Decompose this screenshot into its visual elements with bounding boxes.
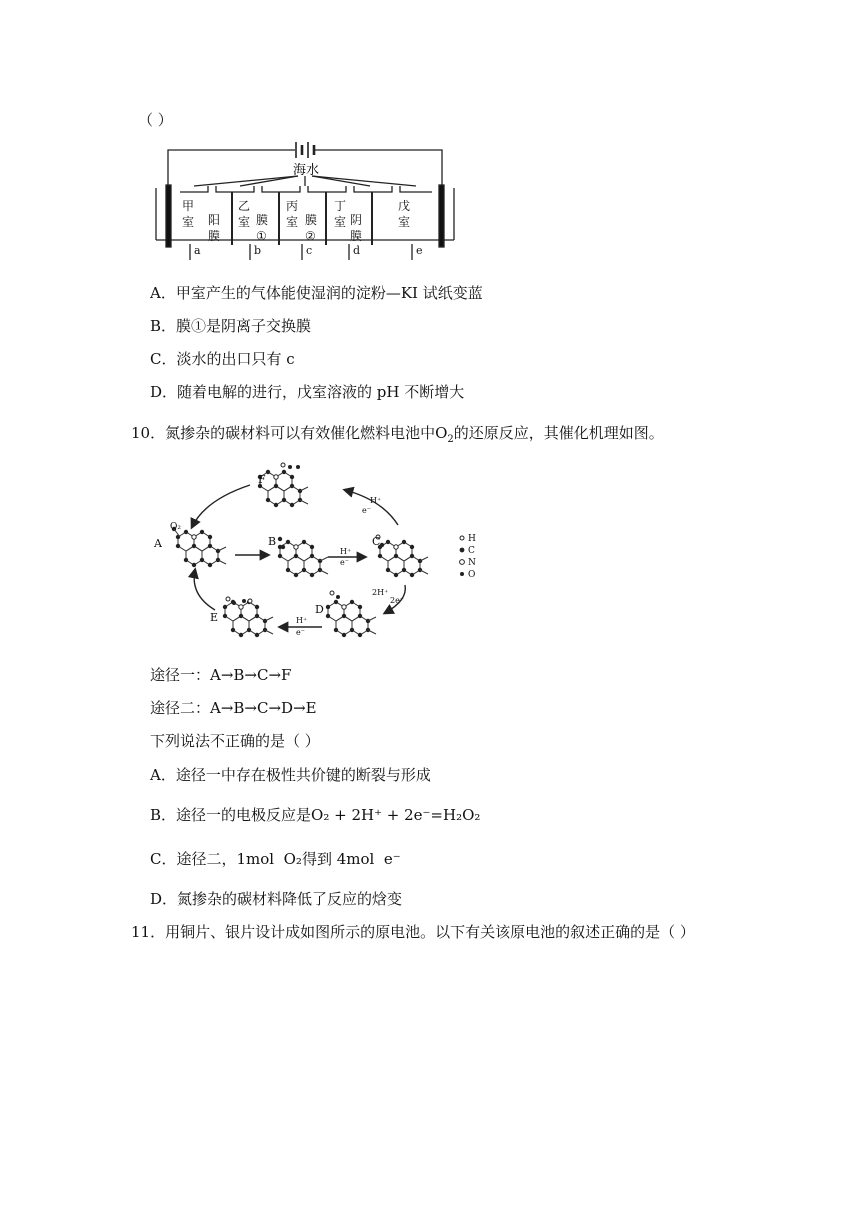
q10-prompt: 下列说法不正确的是（ ） <box>150 732 320 750</box>
q9-electrodialysis-figure <box>150 140 460 275</box>
svg-text:C: C <box>372 535 381 548</box>
q10-path-one: 途径一：A→B→C→F <box>150 666 292 684</box>
svg-text:甲: 甲 <box>182 199 195 213</box>
q9-option-c: C．淡水的出口只有 c <box>150 350 295 368</box>
q9-answer-bracket: （ ） <box>138 111 173 129</box>
svg-text:B: B <box>268 535 277 548</box>
q11-stem: 11．用铜片、银片设计成如图所示的原电池。以下有关该原电池的叙述正确的是（ ） <box>131 923 695 941</box>
svg-text:H⁺: H⁺ <box>370 496 382 505</box>
q10-option-d: D．氮掺杂的碳材料降低了反应的焓变 <box>150 890 403 908</box>
svg-text:b: b <box>254 244 262 257</box>
svg-text:室: 室 <box>182 215 195 229</box>
svg-text:室: 室 <box>334 215 347 229</box>
svg-text:膜: 膜 <box>350 229 363 243</box>
svg-text:H: H <box>468 534 476 544</box>
svg-text:戊: 戊 <box>398 199 411 213</box>
svg-text:H⁺: H⁺ <box>296 616 308 625</box>
q10-mechanism-figure <box>150 455 490 650</box>
svg-text:e⁻: e⁻ <box>340 558 349 567</box>
sea-water-label: 海水 <box>293 163 320 178</box>
svg-text:丁: 丁 <box>334 199 347 213</box>
svg-text:e: e <box>416 244 423 257</box>
svg-text:2e⁻: 2e⁻ <box>390 596 405 605</box>
svg-text:阳: 阳 <box>208 213 221 227</box>
svg-text:F: F <box>258 473 266 486</box>
svg-text:O₂: O₂ <box>170 522 181 532</box>
q9-option-a: A．甲室产生的气体能使湿润的淀粉—KI 试纸变蓝 <box>150 284 483 302</box>
q10-option-a: A．途径一中存在极性共价键的断裂与形成 <box>150 766 431 784</box>
svg-text:室: 室 <box>286 215 299 229</box>
svg-text:丙: 丙 <box>286 199 299 213</box>
q10-stem: 10．氮掺杂的碳材料可以有效催化燃料电池中$O_2$的还原反应，其催化机理如图。 <box>131 424 664 445</box>
svg-text:E: E <box>210 611 219 624</box>
svg-text:e⁻: e⁻ <box>362 506 371 515</box>
svg-text:膜: 膜 <box>305 213 318 227</box>
svg-text:乙: 乙 <box>238 199 251 213</box>
svg-text:C: C <box>468 546 475 556</box>
svg-text:H⁺: H⁺ <box>340 547 352 556</box>
svg-text:O: O <box>468 570 476 580</box>
q10-path-two: 途径二：A→B→C→D→E <box>150 699 317 717</box>
svg-text:膜: 膜 <box>256 213 269 227</box>
svg-text:室: 室 <box>238 215 251 229</box>
svg-text:阴: 阴 <box>350 213 363 227</box>
svg-text:A: A <box>154 537 162 550</box>
q10-option-c: C．途径二，1mol O₂得到 4mol e⁻ <box>150 850 401 868</box>
svg-text:②: ② <box>305 229 316 243</box>
svg-text:c: c <box>306 244 313 257</box>
q9-option-d: D．随着电解的进行，戊室溶液的 pH 不断增大 <box>150 383 465 401</box>
svg-text:e⁻: e⁻ <box>296 628 305 637</box>
svg-text:D: D <box>315 603 324 616</box>
svg-text:a: a <box>194 244 201 257</box>
svg-text:d: d <box>353 244 361 257</box>
svg-text:①: ① <box>256 229 267 243</box>
svg-text:N: N <box>468 558 476 568</box>
svg-text:膜: 膜 <box>208 229 221 243</box>
q9-option-b: B．膜①是阴离子交换膜 <box>150 317 312 335</box>
q10-option-b: B．途径一的电极反应是O₂ + 2H⁺ + 2e⁻=H₂O₂ <box>150 806 481 824</box>
svg-text:2H⁺: 2H⁺ <box>372 588 389 597</box>
q10-legend <box>460 534 476 580</box>
svg-text:室: 室 <box>398 215 411 229</box>
